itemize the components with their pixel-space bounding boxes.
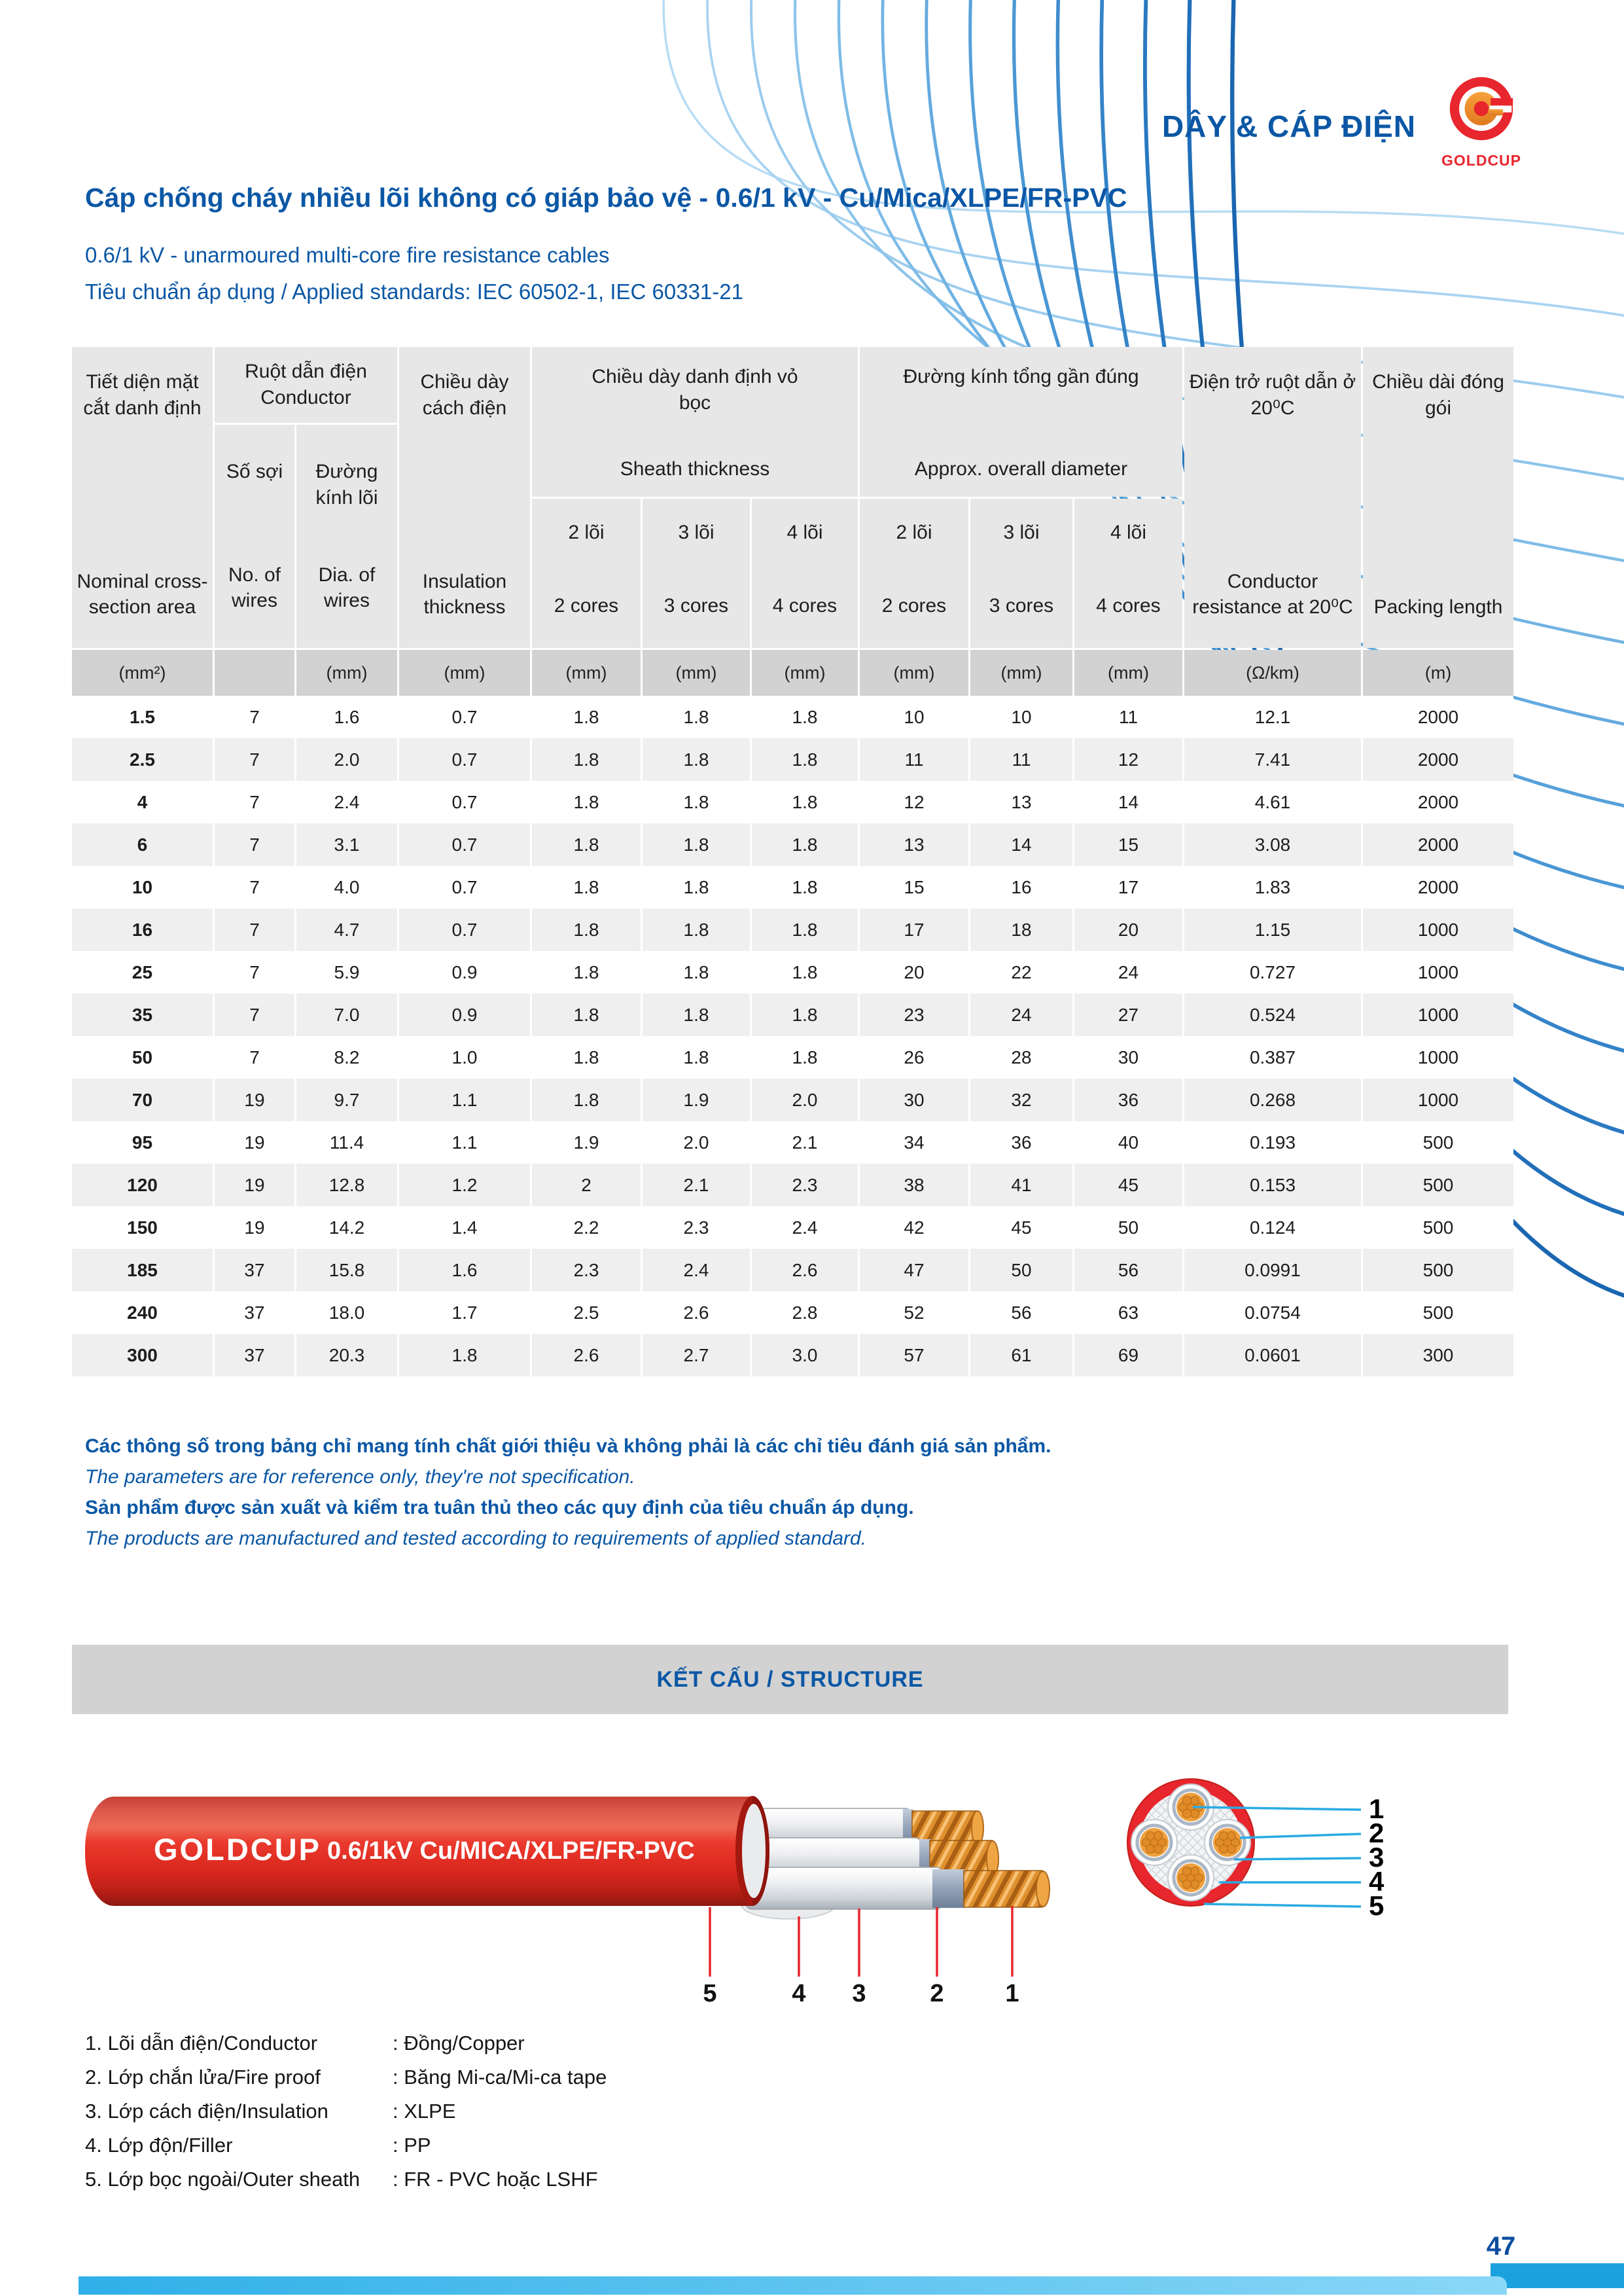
table-cell: 14.2 [296,1206,397,1249]
table-cell: 0.7 [399,781,530,823]
cable-illustration [72,1761,1053,2022]
table-cell: 1.8 [643,951,750,994]
legend-item: 3. Lớp cách điện/Insulation : XLPE [85,2100,456,2123]
table-cell: 2.5 [532,1291,641,1334]
table-cell: 19 [215,1164,294,1206]
table-cell: 1.15 [1184,908,1361,951]
spec-table [72,347,1513,1376]
table-cell: 17 [1074,866,1182,908]
table-cell: 22 [970,951,1072,994]
col-resistance: Điện trở ruột dẫn ở 20⁰C Conductor resistance at 20⁰C [1184,347,1361,648]
table-cell: 12 [1074,738,1182,781]
xsec-labels [1369,1793,1385,1921]
table-cell: 3.1 [296,823,397,866]
table-cell: 11 [970,738,1072,781]
table-cell: 41 [970,1164,1072,1206]
table-cell: 2.4 [752,1206,858,1249]
table-cell: 7 [215,823,294,866]
col-dia-of-wires: Đường kính lõi Dia. of wires [296,425,397,648]
table-cell: 2000 [1363,823,1513,866]
table-cell: 1.5 [72,696,213,738]
table-cell: 12 [860,781,968,823]
table-cell: 300 [72,1334,213,1376]
table-cell: 500 [1363,1206,1513,1249]
unit-cell: (mm) [860,650,968,696]
table-cell: 500 [1363,1249,1513,1291]
col-sheath-4cores: 4 lõi 4 cores [752,499,858,648]
goldcup-logo-icon [1447,75,1515,143]
table-row [72,738,1513,781]
table-cell: 2.3 [532,1249,641,1291]
table-cell: 4.7 [296,908,397,951]
table-row [72,1249,1513,1291]
table-cell: 24 [970,994,1072,1036]
table-cell: 1000 [1363,1036,1513,1079]
note-line: The products are manufactured and tested according to requirements of applied standard. [85,1528,867,1549]
spec-table-body [72,696,1513,1376]
table-cell: 13 [860,823,968,866]
table-cell: 1000 [1363,908,1513,951]
table-cell: 1.8 [752,696,858,738]
table-row [72,823,1513,866]
table-cell: 10 [860,696,968,738]
table-cell: 1.8 [532,1079,641,1121]
goldcup-logo-word: GOLDCUP [1441,152,1521,169]
table-cell: 7.41 [1184,738,1361,781]
table-cell: 95 [72,1121,213,1164]
table-cell: 1.8 [399,1334,530,1376]
xsec-label-5: 5 [1369,1890,1385,1921]
note-line: The parameters are for reference only, they're not specification. [85,1466,635,1488]
table-cell: 0.524 [1184,994,1361,1036]
table-cell: 1.8 [643,781,750,823]
col-insulation: Chiều dày cách điện Insulation thickness [399,347,530,648]
cable-print-brand: GOLDCUP [154,1832,321,1867]
table-cell: 120 [72,1164,213,1206]
table-cell: 0.124 [1184,1206,1361,1249]
note-line: Sản phẩm được sản xuất và kiểm tra tuân thủ theo các quy định của tiêu chuẩn áp dụng. [85,1497,914,1518]
table-cell: 0.153 [1184,1164,1361,1206]
table-cell: 2.5 [72,738,213,781]
table-cell: 2000 [1363,738,1513,781]
table-cell: 2.6 [532,1334,641,1376]
table-cell: 0.268 [1184,1079,1361,1121]
col-group-sheath: Chiều dày danh định vỏ bọc Sheath thickness [532,347,858,497]
table-row [72,994,1513,1036]
table-cell: 70 [72,1079,213,1121]
table-cell: 15.8 [296,1249,397,1291]
table-cell: 1.8 [532,738,641,781]
notes [85,1431,1051,1554]
page-subtitle: 0.6/1 kV - unarmoured multi-core fire resistance cables [85,243,610,267]
table-cell: 500 [1363,1121,1513,1164]
unit-cell: (mm) [1074,650,1182,696]
table-cell: 1.8 [532,1036,641,1079]
table-row [72,1036,1513,1079]
table-row [72,1206,1513,1249]
table-cell: 10 [970,696,1072,738]
table-cell: 2.0 [643,1121,750,1164]
table-cell: 14 [1074,781,1182,823]
table-cell: 2000 [1363,866,1513,908]
table-cell: 1.8 [752,823,858,866]
callout-5: 5 [703,1980,717,2007]
table-cell: 18 [970,908,1072,951]
table-cell: 3.0 [752,1334,858,1376]
table-cell: 35 [72,994,213,1036]
table-cell: 2.4 [296,781,397,823]
table-cell: 12.1 [1184,696,1361,738]
col-sheath-3cores: 3 lõi 3 cores [643,499,750,648]
table-cell: 0.7 [399,908,530,951]
table-cell: 61 [970,1334,1072,1376]
table-cell: 300 [1363,1334,1513,1376]
table-cell: 1.8 [643,823,750,866]
page-number: 47 [1486,2232,1516,2261]
callout-3: 3 [852,1980,866,2007]
table-row [72,1334,1513,1376]
table-cell: 1.0 [399,1036,530,1079]
table-cell: 0.0991 [1184,1249,1361,1291]
table-row [72,781,1513,823]
table-cell: 45 [970,1206,1072,1249]
table-cell: 30 [860,1079,968,1121]
table-cell: 2 [532,1164,641,1206]
table-row [72,908,1513,951]
xsec-label-1: 1 [1369,1793,1385,1824]
table-cell: 2.7 [643,1334,750,1376]
cable-core-front [746,1867,1050,1909]
table-cell: 15 [860,866,968,908]
table-cell: 7 [215,908,294,951]
table-cell: 28 [970,1036,1072,1079]
table-cell: 19 [215,1121,294,1164]
table-cell: 2.8 [752,1291,858,1334]
table-cell: 1.1 [399,1121,530,1164]
table-cell: 1.8 [752,951,858,994]
units-row [72,650,1513,696]
table-cell: 1.8 [643,994,750,1036]
table-cell: 45 [1074,1164,1182,1206]
table-cell: 0.7 [399,866,530,908]
table-cell: 13 [970,781,1072,823]
table-cell: 4.61 [1184,781,1361,823]
callout-numbers [703,1980,1019,2007]
table-cell: 1.8 [532,696,641,738]
structure-banner-label: KẾT CẤU / STRUCTURE [656,1666,924,1692]
unit-cell: (mm) [296,650,397,696]
unit-cell: (Ω/km) [1184,650,1361,696]
table-cell: 1.8 [752,781,858,823]
table-cell: 20 [860,951,968,994]
structure-legend [85,2026,607,2197]
col-cross-section: Tiết diện mặt cắt danh định Nominal cross-section area [72,347,213,648]
table-cell: 1.6 [399,1249,530,1291]
table-cell: 1.8 [643,1036,750,1079]
table-cell: 1.8 [532,994,641,1036]
table-cell: 12.8 [296,1164,397,1206]
table-cell: 37 [215,1291,294,1334]
table-cell: 30 [1074,1036,1182,1079]
table-row [72,951,1513,994]
table-cell: 1.2 [399,1164,530,1206]
xsec-label-4: 4 [1369,1866,1385,1897]
table-cell: 0.7 [399,823,530,866]
table-cell: 500 [1363,1164,1513,1206]
table-cell: 50 [72,1036,213,1079]
table-cell: 7.0 [296,994,397,1036]
table-cell: 34 [860,1121,968,1164]
table-cell: 19 [215,1079,294,1121]
table-cell: 1000 [1363,1079,1513,1121]
unit-cell: (mm²) [72,650,213,696]
table-cell: 240 [72,1291,213,1334]
table-cell: 17 [860,908,968,951]
table-row [72,1164,1513,1206]
table-cell: 40 [1074,1121,1182,1164]
legend-item: 5. Lớp bọc ngoài/Outer sheath : FR - PVC hoặc LSHF [85,2168,598,2191]
table-cell: 38 [860,1164,968,1206]
brand-title: DÂY & CÁP ĐIỆN [1161,109,1416,143]
table-cell: 27 [1074,994,1182,1036]
table-cell: 63 [1074,1291,1182,1334]
footer-bar-dark [1491,2263,1624,2288]
table-cell: 23 [860,994,968,1036]
table-cell: 0.7 [399,738,530,781]
unit-cell: (mm) [399,650,530,696]
table-cell: 36 [970,1121,1072,1164]
table-cell: 36 [1074,1079,1182,1121]
table-row [72,1079,1513,1121]
col-packing: Chiều dài đóng gói Packing length [1363,347,1513,648]
col-group-diameter: Đường kính tổng gần đúng Approx. overall diameter [860,347,1182,497]
table-cell: 50 [1074,1206,1182,1249]
table-cell: 7 [215,994,294,1036]
table-cell: 1.4 [399,1206,530,1249]
table-cell: 1.8 [532,908,641,951]
table-cell: 2.3 [643,1206,750,1249]
col-diam-4cores: 4 lõi 4 cores [1074,499,1182,648]
table-cell: 4.0 [296,866,397,908]
structure-banner [72,1645,1508,1714]
table-cell: 0.9 [399,994,530,1036]
table-cell: 1.7 [399,1291,530,1334]
table-cell: 7 [215,1036,294,1079]
table-cell: 1.8 [643,908,750,951]
table-cell: 0.0754 [1184,1291,1361,1334]
table-cell: 47 [860,1249,968,1291]
unit-cell: (mm) [532,650,641,696]
table-cell: 5.9 [296,951,397,994]
table-cell: 1.83 [1184,866,1361,908]
table-cell: 14 [970,823,1072,866]
table-cell: 2.3 [752,1164,858,1206]
table-cell: 9.7 [296,1079,397,1121]
table-cell: 20.3 [296,1334,397,1376]
table-cell: 11 [1074,696,1182,738]
col-no-of-wires: Số sợi No. of wires [215,425,294,648]
table-cell: 1000 [1363,994,1513,1036]
table-cell: 2000 [1363,696,1513,738]
xsec-label-2: 2 [1369,1818,1385,1848]
table-cell: 42 [860,1206,968,1249]
table-cell: 1.8 [532,866,641,908]
col-diam-3cores: 3 lõi 3 cores [970,499,1072,648]
table-cell: 1.8 [532,823,641,866]
table-cell: 69 [1074,1334,1182,1376]
table-cell: 26 [860,1036,968,1079]
callout-lines [710,1906,1012,1977]
table-cell: 1.8 [532,781,641,823]
table-cell: 2.0 [296,738,397,781]
unit-cell: (mm) [752,650,858,696]
table-cell: 1.8 [752,994,858,1036]
table-cell: 7 [215,738,294,781]
table-cell: 18.0 [296,1291,397,1334]
table-cell: 0.9 [399,951,530,994]
table-cell: 2.6 [643,1291,750,1334]
table-cell: 16 [970,866,1072,908]
table-cell: 1000 [1363,951,1513,994]
unit-cell: (m) [1363,650,1513,696]
table-cell: 52 [860,1291,968,1334]
table-cell: 20 [1074,908,1182,951]
table-cell: 56 [1074,1249,1182,1291]
table-cell: 37 [215,1334,294,1376]
table-cell: 1.8 [643,738,750,781]
table-cell: 2.6 [752,1249,858,1291]
callout-2: 2 [930,1980,944,2007]
unit-cell: (mm) [643,650,750,696]
table-cell: 11.4 [296,1121,397,1164]
table-row [72,866,1513,908]
table-cell: 1.1 [399,1079,530,1121]
table-cell: 2.1 [643,1164,750,1206]
table-cell: 32 [970,1079,1072,1121]
col-diam-2cores: 2 lõi 2 cores [860,499,968,648]
table-cell: 1.8 [643,696,750,738]
table-cell: 0.387 [1184,1036,1361,1079]
applied-standards: Tiêu chuẩn áp dụng / Applied standards: IEC 60502-1, IEC 60331-21 [85,279,743,304]
table-cell: 500 [1363,1291,1513,1334]
xsec-label-3: 3 [1369,1842,1385,1873]
cable-print-spec: 0.6/1kV Cu/MICA/XLPE/FR-PVC [327,1837,695,1865]
table-row [72,1291,1513,1334]
unit-cell: (mm) [970,650,1072,696]
table-cell: 11 [860,738,968,781]
table-cell: 3.08 [1184,823,1361,866]
table-cell: 1.9 [532,1121,641,1164]
table-cell: 15 [1074,823,1182,866]
footer-bar-light [79,2276,1507,2295]
table-cell: 1.8 [752,1036,858,1079]
table-cell: 2.0 [752,1079,858,1121]
table-cell: 25 [72,951,213,994]
table-cell: 6 [72,823,213,866]
callout-1: 1 [1005,1980,1019,2007]
table-cell: 16 [72,908,213,951]
table-row [72,1121,1513,1164]
table-cell: 1.6 [296,696,397,738]
table-cell: 1.8 [752,908,858,951]
note-line: Các thông số trong bảng chỉ mang tính chất giới thiệu và không phải là các chỉ tiêu đánh giá sản phẩm. [85,1435,1051,1457]
table-cell: 57 [860,1334,968,1376]
table-cell: 1.8 [752,738,858,781]
table-cell: 2.4 [643,1249,750,1291]
col-group-conductor: Ruột dẫn điện Conductor [215,347,397,423]
table-cell: 24 [1074,951,1182,994]
legend-item: 4. Lớp độn/Filler : PP [85,2134,431,2157]
col-sheath-2cores: 2 lõi 2 cores [532,499,641,648]
page-title: Cáp chống cháy nhiều lõi không có giáp bảo vệ - 0.6/1 kV - Cu/Mica/XLPE/FR-PVC [85,183,1127,213]
table-cell: 2000 [1363,781,1513,823]
callout-4: 4 [792,1980,806,2007]
table-cell: 150 [72,1206,213,1249]
table-cell: 0.0601 [1184,1334,1361,1376]
table-cell: 7 [215,866,294,908]
table-cell: 7 [215,696,294,738]
table-cell: 0.193 [1184,1121,1361,1164]
table-cell: 1.8 [752,866,858,908]
table-row [72,696,1513,738]
table-cell: 4 [72,781,213,823]
table-cell: 0.727 [1184,951,1361,994]
table-cell: 1.9 [643,1079,750,1121]
table-cell: 185 [72,1249,213,1291]
table-cell: 10 [72,866,213,908]
table-cell: 8.2 [296,1036,397,1079]
legend-item: 1. Lõi dẫn điện/Conductor : Đồng/Copper [85,2032,525,2054]
table-cell: 50 [970,1249,1072,1291]
table-cell: 1.8 [532,951,641,994]
table-cell: 0.7 [399,696,530,738]
table-cell: 19 [215,1206,294,1249]
spec-table-header [72,347,1513,648]
table-cell: 2.2 [532,1206,641,1249]
legend-item: 2. Lớp chắn lửa/Fire proof : Băng Mi-ca/Mi-ca tape [85,2066,607,2089]
cable-cross-section [1106,1751,1446,1941]
table-cell: 7 [215,951,294,994]
table-cell: 7 [215,781,294,823]
table-cell: 1.8 [643,866,750,908]
table-cell: 37 [215,1249,294,1291]
table-cell: 2.1 [752,1121,858,1164]
unit-cell [215,650,294,696]
table-cell: 56 [970,1291,1072,1334]
